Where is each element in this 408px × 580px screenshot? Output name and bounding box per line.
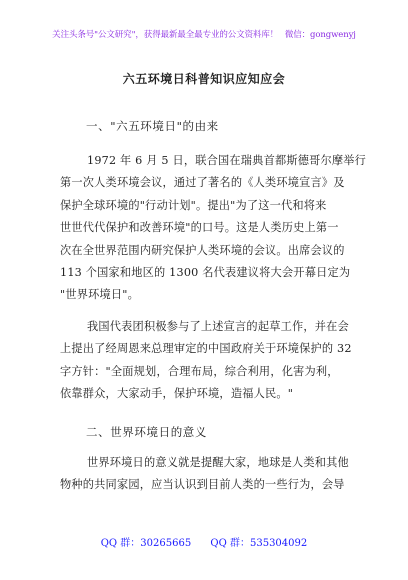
paragraph-china-delegation — [60, 316, 360, 406]
promo-banner — [0, 28, 408, 40]
paragraph-line: 113 个国家和地区的 1300 名代表建议将大会开幕日定为 — [60, 266, 351, 280]
qq-group-1: QQ 群：30265665 — [100, 538, 192, 549]
wechat-id: 微信：gongwenyj — [284, 30, 356, 40]
paragraph-line: 次在全世界范围内研究保护人类环境的会议。出席会议的 — [60, 243, 345, 257]
paragraph-origin — [60, 150, 367, 307]
paragraph-line: 第一次人类环境会议，通过了著名的《人类环境宣言》及 — [60, 176, 345, 190]
section-heading-1: 一、"六五环境日"的由来 — [86, 119, 219, 133]
paragraph-line: 保护全球环境的"行动计划"。提出"为了这一代和将来 — [60, 198, 327, 212]
paragraph-line: 物种的共同家园，应当认识到目前人类的一些行为，会导 — [60, 478, 345, 492]
paragraph-line: 字方针："全面规划，合理布局，综合利用，化害为利， — [60, 364, 339, 378]
paragraph-line: 1972 年 6 月 5 日，联合国在瑞典首都斯德哥尔摩举行 — [87, 154, 367, 167]
page-footer — [0, 534, 408, 549]
section-heading-2: 二、世界环境日的意义 — [86, 425, 207, 439]
qq-group-2: QQ 群：535304092 — [210, 538, 308, 549]
paragraph-line: 我国代表团积极参与了上述宣言的起草工作，并在会 — [87, 320, 349, 333]
paragraph-line: 依靠群众，大家动手，保护环境，造福人民。" — [60, 387, 294, 401]
document-title: 六五环境日科普知识应知应会 — [122, 72, 286, 86]
paragraph-line: "世界环境日"。 — [60, 288, 140, 302]
promo-text: 关注头条号"公文研究"，获得最新最全最专业的公文资料库！ — [52, 30, 279, 40]
paragraph-line: 上提出了经周恩来总理审定的中国政府关于环境保护的 32 — [60, 342, 352, 356]
paragraph-line: 世世代代保护和改善环境"的口号。这是人类历史上第一 — [60, 221, 339, 235]
paragraph-line: 世界环境日的意义就是提醒大家，地球是人类和其他 — [87, 456, 349, 469]
paragraph-significance — [60, 452, 360, 497]
